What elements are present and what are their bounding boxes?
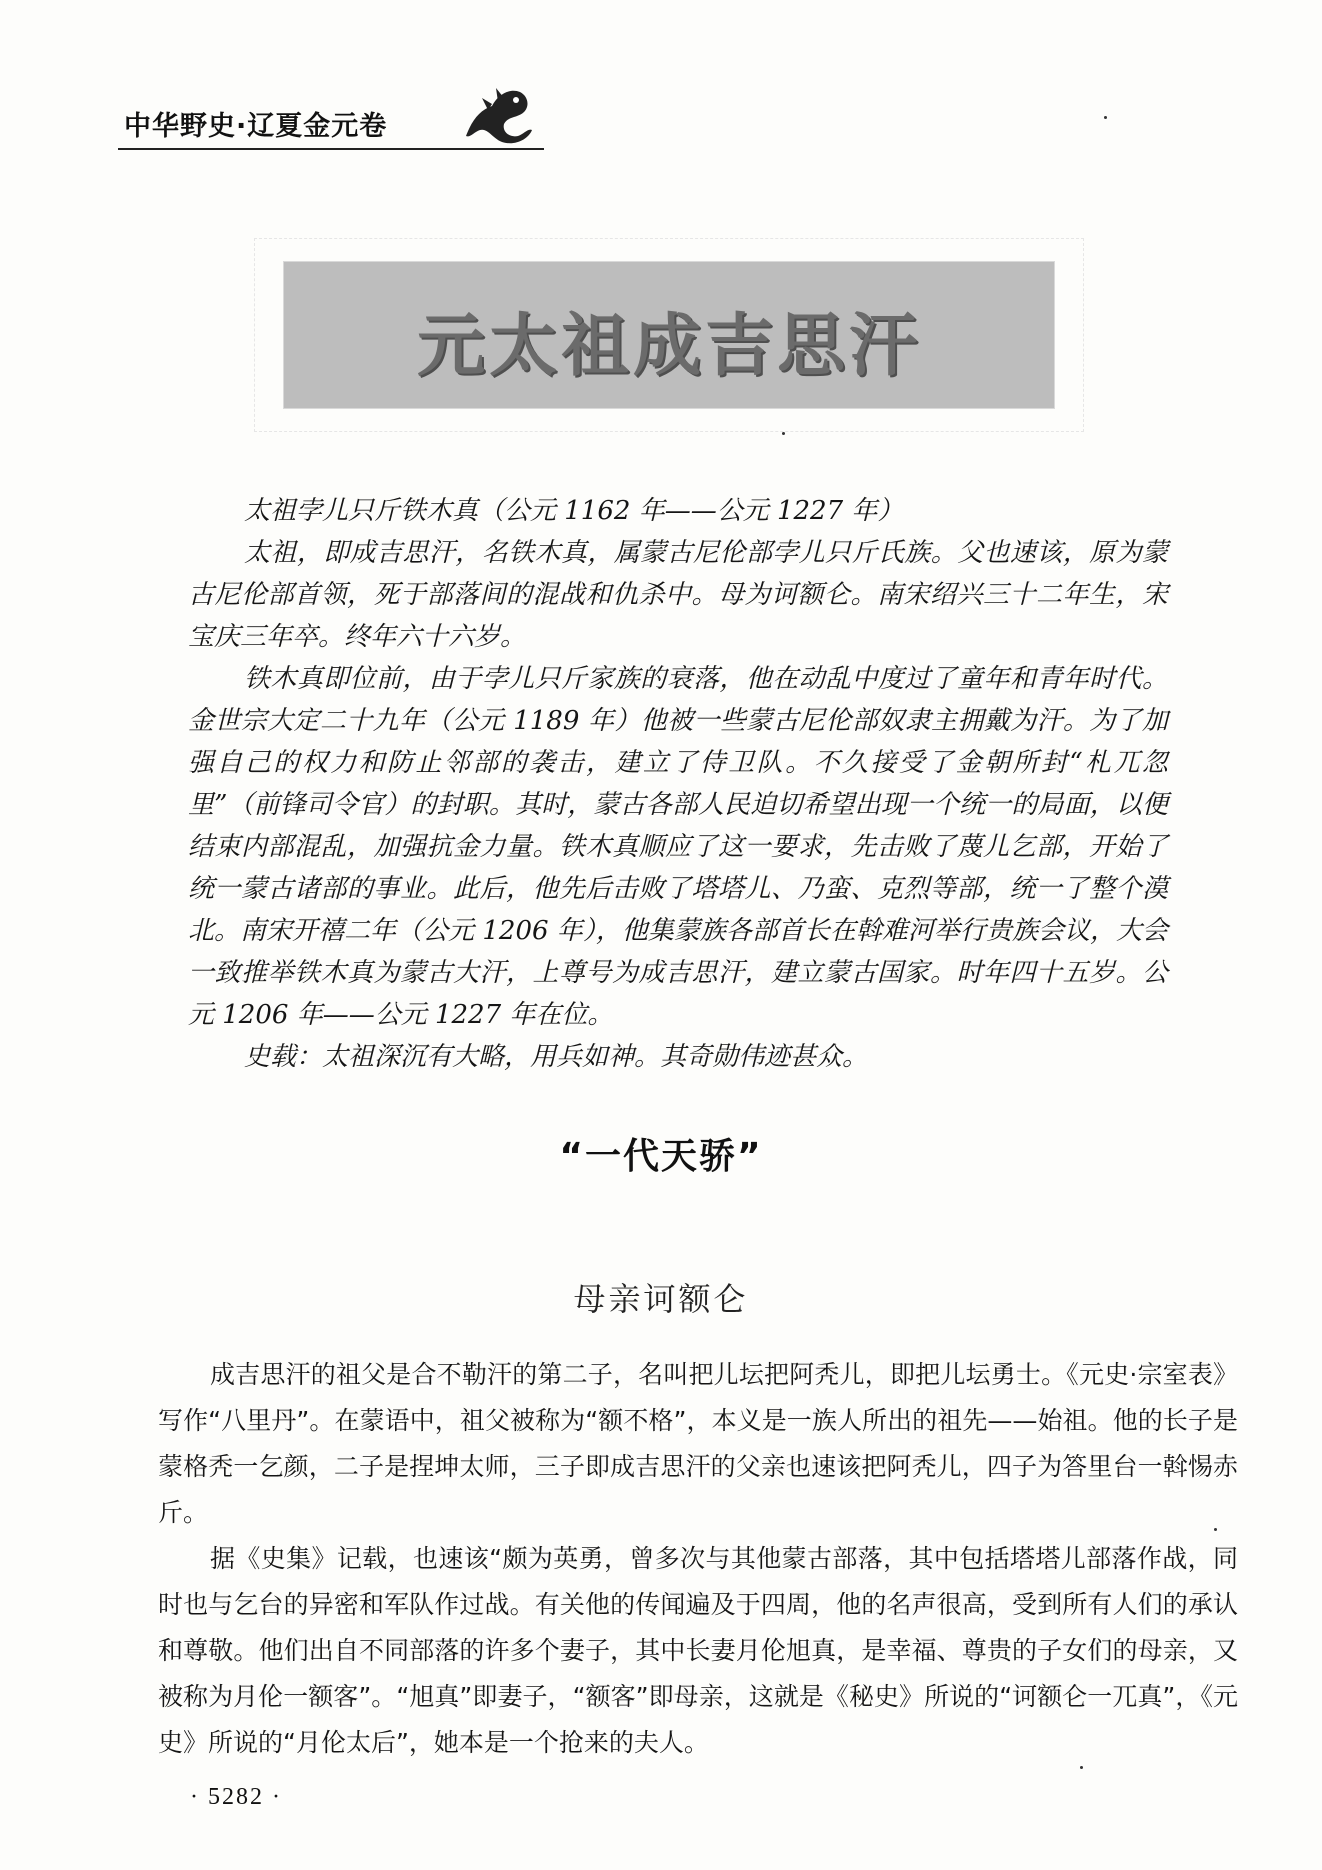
intro-section [188,490,1168,1078]
intro-paragraph: 太祖孛儿只斤铁木真（公元 1162 年——公元 1227 年） [244,496,904,526]
intro-paragraph: 铁木真即位前，由于孛儿只斤家族的衰落，他在动乱中度过了童年和青年时代。金世宗大定二十九年（公元 1189 年）他被一些蒙古尼伦部奴隶主拥戴为汗。为了加强自己的权力和防止邻部的袭击，建立了侍卫队。不久接受了金朝所封“札兀忽里”（前锋司令官）的封职。其时，蒙古各部人民迫切希望出现一个统一的局面，以便结束内部混乱，加强抗金力量。铁木真顺应了这一要求，先击败了蔑儿乞部，开始了统一蒙古诸部的事业。此后，他先后击败了塔塔儿、乃蛮、克烈等部，统一了整个漠北。南宋开禧二年（公元 1206 年），他集蒙族各部首长在斡难河举行贵族会议，大会一致推举铁木真为蒙古大汗，上尊号为成吉思汗，建立蒙古国家。时年四十五岁。公元 1206 年——公元 1227 年在位。 [188,664,1168,1030]
section-title: “一代天骄” [559,1136,763,1177]
intro-paragraph: 太祖，即成吉思汗，名铁木真，属蒙古尼伦部孛儿只斤氏族。父也速该，原为蒙古尼伦部首领，死于部落间的混战和仇杀中。母为诃额仑。南宋绍兴三十二年生，宋宝庆三年卒。终年六十六岁。 [188,538,1168,652]
page-number: · 5282 · [190,1784,282,1810]
body-paragraph: 成吉思汗的祖父是合不勒汗的第二子，名叫把儿坛把阿秃儿，即把儿坛勇士。《元史·宗室表》写作“八里丹”。在蒙语中，祖父被称为“额不格”，本义是一族人所出的祖先——始祖。他的长子是蒙格秃一乞颜，二子是捏坤太师，三子即成吉思汗的父亲也速该把阿秃儿，四子为答里台一斡惕赤斤。 [158,1360,1238,1527]
body-section [158,1352,1238,1766]
running-title: 中华野史·辽夏金元卷 [124,111,388,142]
dragon-emblem-icon [458,80,538,150]
scan-speck [782,432,785,435]
scan-speck [1214,1528,1217,1531]
intro-paragraph: 史载：太祖深沉有大略，用兵如神。其奇勋伟迹甚众。 [244,1042,869,1072]
subsection-title: 母亲诃额仑 [573,1280,749,1318]
scan-speck [1080,1766,1083,1769]
header-rule [118,148,544,150]
body-paragraph: 据《史集》记载，也速该“颇为英勇，曾多次与其他蒙古部落，其中包括塔塔儿部落作战，同时也与乞台的异密和军队作过战。有关他的传闻遍及于四周，他的名声很高，受到所有人们的承认和尊敬。他们出自不同部落的许多个妻子，其中长妻月伦旭真，是幸福、尊贵的子女们的母亲，又被称为月伦一额客”。“旭真”即妻子，“额客”即母亲，这就是《秘史》所说的“诃额仑一兀真”，《元史》所说的“月伦太后”，她本是一个抢来的夫人。 [158,1544,1238,1757]
chapter-title: 元太祖成吉思汗 [416,306,921,386]
chapter-title-banner [284,262,1054,408]
scan-speck [1104,116,1107,119]
